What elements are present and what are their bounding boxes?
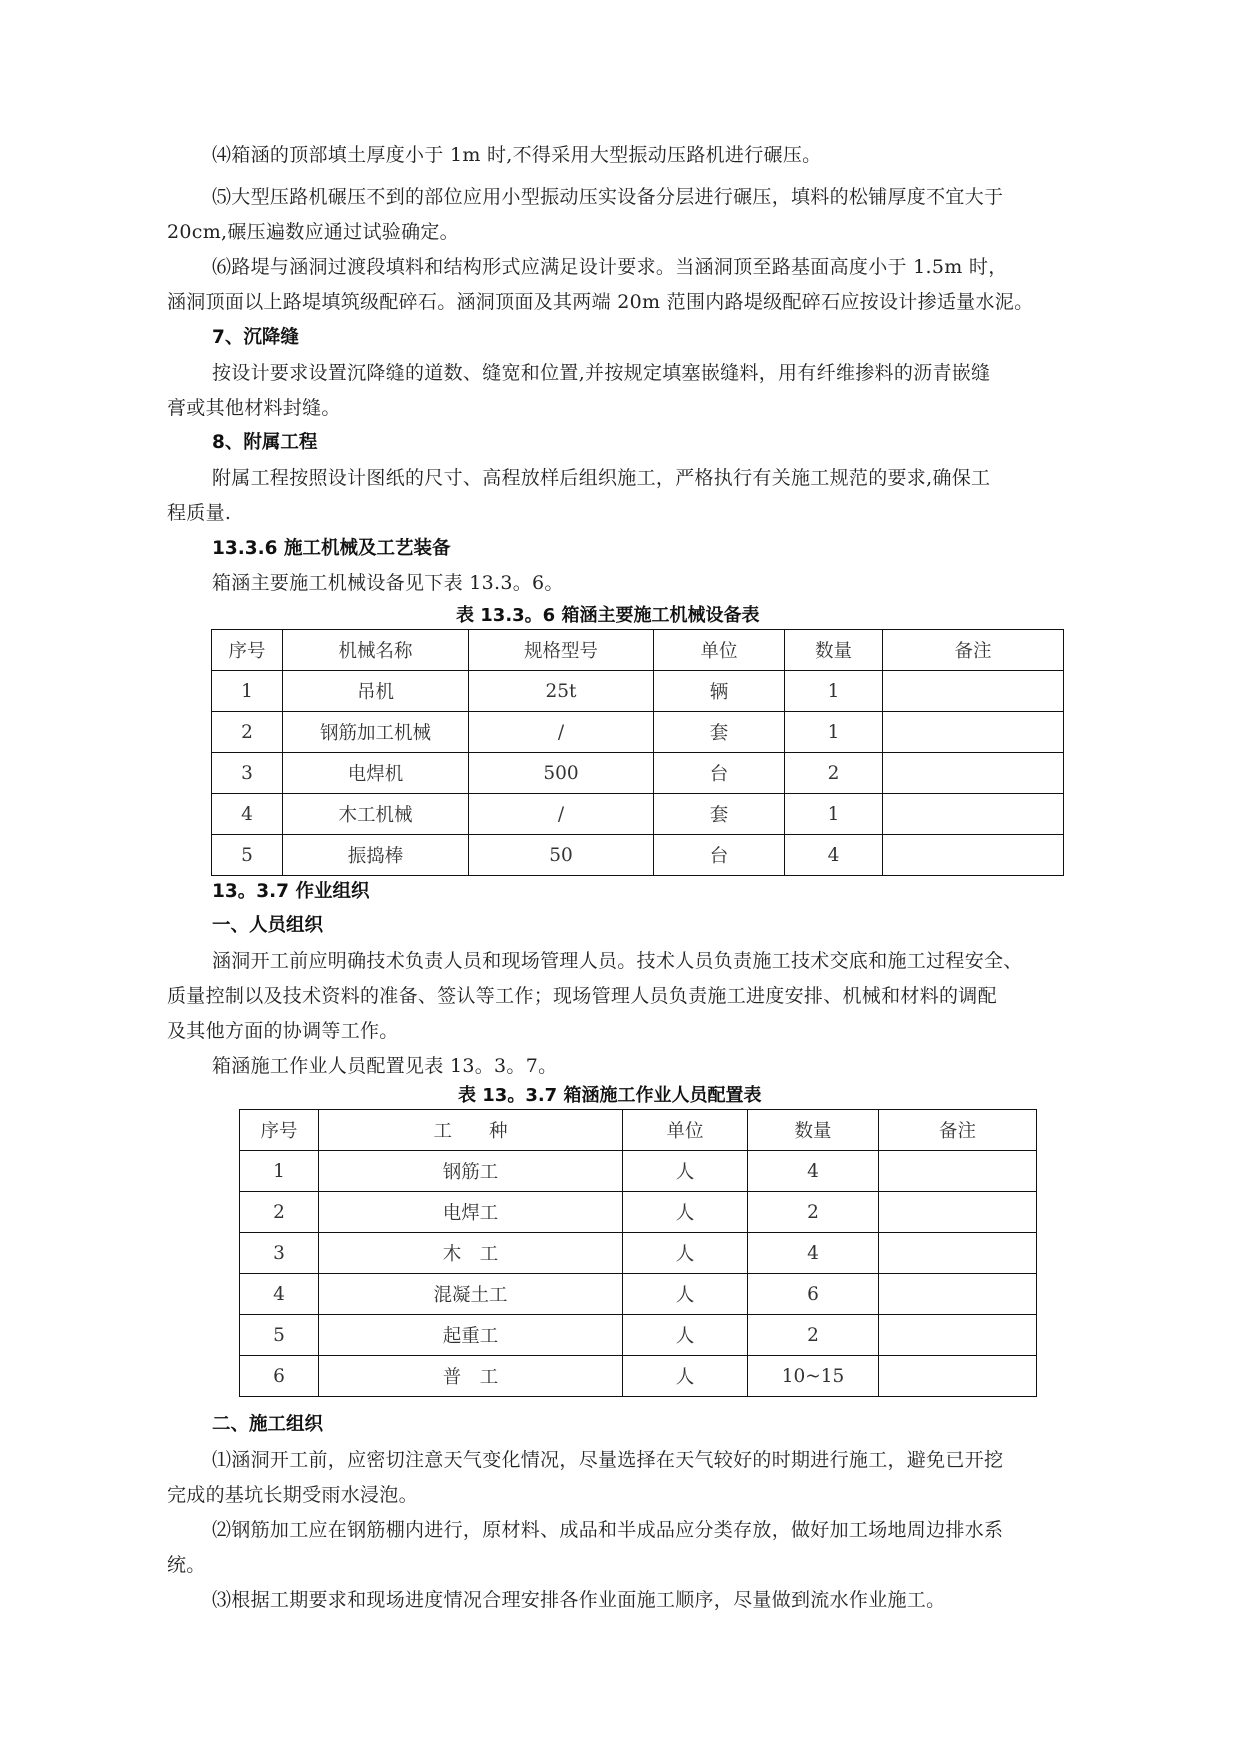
paragraph-personnel-cont-1: 质量控制以及技术资料的准备、签认等工作；现场管理人员负责施工进度安排、机械和材料的调配 (167, 985, 997, 1007)
header-cell: 数量 (785, 630, 883, 671)
table-row (240, 1356, 1037, 1397)
paragraph-13-3-6: 箱涵主要施工机械设备见下表 13.3。6。 (212, 572, 564, 594)
table-cell: 台 (654, 753, 785, 794)
header-cell: 机械名称 (283, 630, 469, 671)
table-equipment (211, 629, 1064, 876)
heading-ancillary-works: 8、附属工程 (212, 432, 318, 453)
table-header-row (240, 1110, 1037, 1151)
table-row (240, 1315, 1037, 1356)
table-cell (883, 794, 1064, 835)
table-cell: 25t (469, 671, 654, 712)
header-cell: 备注 (879, 1110, 1037, 1151)
table-cell (883, 712, 1064, 753)
table-cell: 起重工 (319, 1315, 623, 1356)
table-cell: 2 (212, 712, 283, 753)
header-cell: 数量 (748, 1110, 879, 1151)
paragraph-personnel-ref: 箱涵施工作业人员配置见表 13。3。7。 (212, 1055, 558, 1077)
table-cell: 人 (623, 1233, 748, 1274)
heading-13-3-7: 13。3.7 作业组织 (212, 881, 370, 902)
table-cell: 吊机 (283, 671, 469, 712)
table-cell: 钢筋工 (319, 1151, 623, 1192)
table-row (240, 1274, 1037, 1315)
paragraph-ancillary-works-cont: 程质量. (167, 502, 232, 524)
paragraph-construction-3: ⑶根据工期要求和现场进度情况合理安排各作业面施工顺序，尽量做到流水作业施工。 (212, 1589, 946, 1611)
table-cell: / (469, 794, 654, 835)
table-personnel-caption: 表 13。3.7 箱涵施工作业人员配置表 (458, 1085, 762, 1106)
table-cell (879, 1151, 1037, 1192)
table-cell: 混凝土工 (319, 1274, 623, 1315)
paragraph-construction-2-cont: 统。 (167, 1554, 206, 1576)
table-cell: 2 (785, 753, 883, 794)
paragraph-construction-1: ⑴涵洞开工前，应密切注意天气变化情况，尽量选择在天气较好的时期进行施工，避免已开挖 (212, 1449, 1004, 1471)
paragraph-item-5-cont: 20cm,碾压遍数应通过试验确定。 (167, 221, 459, 243)
table-cell: 500 (469, 753, 654, 794)
heading-personnel-organization: 一、人员组织 (212, 915, 324, 936)
table-cell: 普 工 (319, 1356, 623, 1397)
table-cell: 台 (654, 835, 785, 876)
paragraph-settlement-joint-cont: 膏或其他材料封缝。 (167, 397, 341, 419)
table-cell: 人 (623, 1356, 748, 1397)
heading-13-3-6: 13.3.6 施工机械及工艺装备 (212, 538, 451, 559)
paragraph-personnel-cont-2: 及其他方面的协调等工作。 (167, 1020, 399, 1042)
table-cell: 辆 (654, 671, 785, 712)
table-cell: 人 (623, 1274, 748, 1315)
table-cell: 振捣棒 (283, 835, 469, 876)
table-cell: 1 (785, 671, 883, 712)
paragraph-construction-2: ⑵钢筋加工应在钢筋棚内进行，原材料、成品和半成品应分类存放，做好加工场地周边排水系 (212, 1519, 1004, 1541)
table-cell: 2 (240, 1192, 319, 1233)
table-cell: 5 (212, 835, 283, 876)
table-personnel (239, 1109, 1037, 1397)
table-cell: 1 (785, 712, 883, 753)
table-cell: 3 (212, 753, 283, 794)
table-row (240, 1151, 1037, 1192)
table-cell: 50 (469, 835, 654, 876)
table-equipment-caption: 表 13.3。6 箱涵主要施工机械设备表 (456, 605, 760, 626)
header-cell: 单位 (654, 630, 785, 671)
table-row (240, 1233, 1037, 1274)
table-cell: / (469, 712, 654, 753)
header-cell: 备注 (883, 630, 1064, 671)
paragraph-item-5: ⑸大型压路机碾压不到的部位应用小型振动压实设备分层进行碾压，填料的松铺厚度不宜大于 (212, 186, 1004, 208)
heading-settlement-joint: 7、沉降缝 (212, 327, 299, 348)
table-cell (879, 1233, 1037, 1274)
header-cell: 规格型号 (469, 630, 654, 671)
table-row (212, 835, 1064, 876)
table-cell: 人 (623, 1192, 748, 1233)
table-cell: 电焊机 (283, 753, 469, 794)
table-header-row (212, 630, 1064, 671)
table-cell: 人 (623, 1151, 748, 1192)
header-cell: 工 种 (319, 1110, 623, 1151)
paragraph-ancillary-works: 附属工程按照设计图纸的尺寸、高程放样后组织施工，严格执行有关施工规范的要求,确保工 (212, 467, 991, 489)
table-cell: 1 (212, 671, 283, 712)
table-cell: 4 (212, 794, 283, 835)
paragraph-construction-1-cont: 完成的基坑长期受雨水浸泡。 (167, 1484, 418, 1506)
table-cell: 3 (240, 1233, 319, 1274)
header-cell: 序号 (212, 630, 283, 671)
table-cell: 4 (748, 1151, 879, 1192)
table-cell: 2 (748, 1315, 879, 1356)
table-cell: 1 (785, 794, 883, 835)
table-cell: 套 (654, 712, 785, 753)
table-cell (883, 671, 1064, 712)
table-cell: 4 (785, 835, 883, 876)
table-cell: 1 (240, 1151, 319, 1192)
table-cell: 套 (654, 794, 785, 835)
heading-construction-organization: 二、施工组织 (212, 1414, 324, 1435)
table-cell: 6 (240, 1356, 319, 1397)
table-cell (879, 1274, 1037, 1315)
table-cell (879, 1356, 1037, 1397)
table-cell (883, 753, 1064, 794)
table-cell: 木工机械 (283, 794, 469, 835)
table-cell: 4 (240, 1274, 319, 1315)
table-row (212, 753, 1064, 794)
table-row (240, 1192, 1037, 1233)
table-cell: 木 工 (319, 1233, 623, 1274)
table-cell: 10~15 (748, 1356, 879, 1397)
table-row (212, 671, 1064, 712)
paragraph-item-6: ⑹路堤与涵洞过渡段填料和结构形式应满足设计要求。当涵洞顶至路基面高度小于 1.5m 时， (212, 256, 1008, 278)
table-cell (879, 1315, 1037, 1356)
paragraph-item-4: ⑷箱涵的顶部填土厚度小于 1m 时,不得采用大型振动压路机进行碾压。 (212, 144, 822, 166)
header-cell: 序号 (240, 1110, 319, 1151)
paragraph-personnel: 涵洞开工前应明确技术负责人员和现场管理人员。技术人员负责施工技术交底和施工过程安全、 (212, 950, 1023, 972)
table-cell (883, 835, 1064, 876)
table-cell: 4 (748, 1233, 879, 1274)
table-cell: 5 (240, 1315, 319, 1356)
table-cell: 钢筋加工机械 (283, 712, 469, 753)
table-cell: 2 (748, 1192, 879, 1233)
table-cell: 6 (748, 1274, 879, 1315)
table-row (212, 794, 1064, 835)
header-cell: 单位 (623, 1110, 748, 1151)
paragraph-settlement-joint: 按设计要求设置沉降缝的道数、缝宽和位置,并按规定填塞嵌缝料，用有纤维掺料的沥青嵌缝 (212, 362, 991, 384)
table-cell: 电焊工 (319, 1192, 623, 1233)
table-cell (879, 1192, 1037, 1233)
paragraph-item-6-cont: 涵洞顶面以上路堤填筑级配碎石。涵洞顶面及其两端 20m 范围内路堤级配碎石应按设计掺适量水泥。 (167, 291, 1034, 313)
table-cell: 人 (623, 1315, 748, 1356)
table-row (212, 712, 1064, 753)
